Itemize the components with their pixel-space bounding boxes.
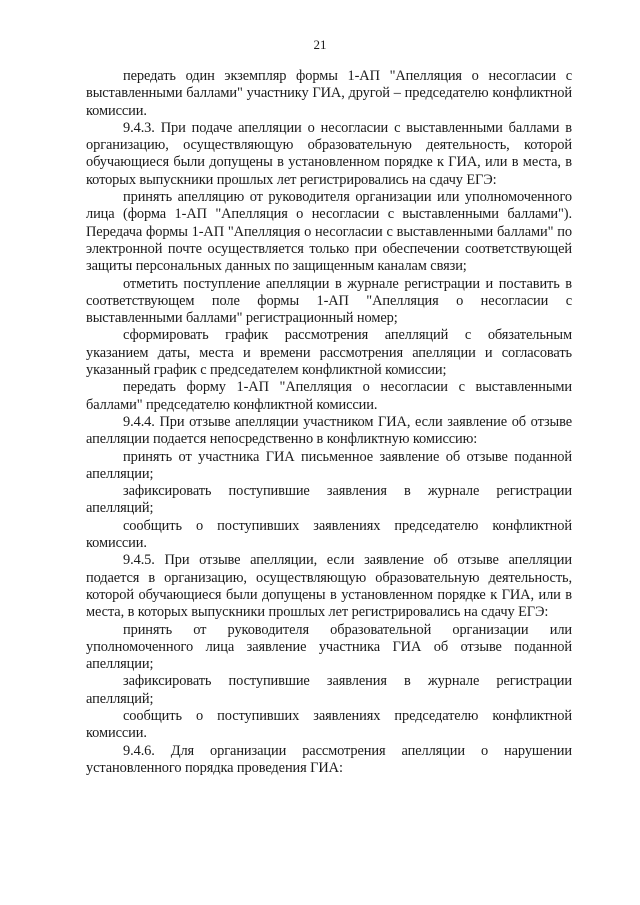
paragraph-form-schedule: сформировать график рассмотрения апелляций с обязательным указанием даты, места и времени рассмотрения апелляции и согласовать указанный график с председателем конфликтной комиссии; (86, 327, 572, 379)
paragraph-accept-withdrawal-from-head: принять от руководителя образовательной организации или уполномоченного лица заявление участника ГИА об отзыве поданной апелляции; (86, 621, 572, 673)
paragraph-9-4-3: 9.4.3. При подаче апелляции о несогласии с выставленными баллами в организацию, осуществляющую образовательную деятельность, которой обучающиеся были допущены в установленном порядке к ГИА, или в места, в которых выпускники прошлых лет регистрировались на сдачу ЕГЭ: (86, 119, 572, 188)
paragraph-9-4-6: 9.4.6. Для организации рассмотрения апелляции о нарушении установленного порядка проведения ГИА: (86, 742, 572, 776)
paragraph-notify-chair-2: сообщить о поступивших заявлениях председателю конфликтной комиссии. (86, 707, 572, 742)
paragraph-notify-chair: сообщить о поступивших заявлениях председателю конфликтной комиссии. (86, 517, 572, 552)
paragraph-9-4-4: 9.4.4. При отзыве апелляции участником ГИА, если заявление об отзыве апелляции подается непосредственно в конфликтную комиссию: (86, 413, 572, 448)
paragraph-record-withdrawal-2: зафиксировать поступившие заявления в журнале регистрации апелляций; (86, 673, 572, 707)
paragraph-accept-withdrawal: принять от участника ГИА письменное заявление об отзыве поданной апелляции; (86, 448, 572, 482)
paragraph-9-4-5: 9.4.5. При отзыве апелляции, если заявление об отзыве апелляции подается в организацию, осуществляющую образовательную деятельность, которой обучающиеся были допущены в установленном порядке к ГИА, или в места, в которых выпускники прошлых лет регистрировались на сдачу ЕГЭ: (86, 552, 572, 621)
paragraph-register-appeal: отметить поступление апелляции в журнале регистрации и поставить в соответствующем поле формы 1-АП "Апелляция о несогласии с выставленными баллами" регистрационный номер; (86, 275, 572, 327)
page-number: 21 (313, 37, 327, 52)
paragraph-handover-form-to-chair: передать форму 1-АП "Апелляция о несогласии с выставленными баллами" председателю конфликтной комиссии. (86, 379, 572, 413)
paragraph-accept-appeal: принять апелляцию от руководителя организации или уполномоченного лица (форма 1-АП "Апелляция о несогласии с выставленными баллами"). Передача формы 1-АП "Апелляция о несогласии с выставленными баллами" по электронной почте осуществляется только при обеспечении соответствующей защиты персональных данных по защищенным каналам связи; (86, 189, 572, 275)
paragraph-record-withdrawal: зафиксировать поступившие заявления в журнале регистрации апелляций; (86, 483, 572, 517)
document-body (86, 68, 572, 777)
paragraph-handover-form-to-participant: передать один экземпляр формы 1-АП "Апелляция о несогласии с выставленными баллами" участнику ГИА, другой – председателю конфликтной комиссии. (86, 68, 572, 119)
